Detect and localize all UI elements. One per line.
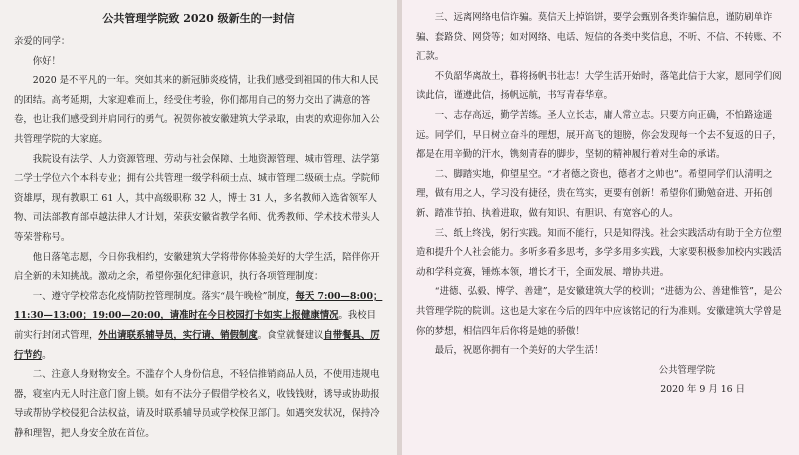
paragraph-discipline: 他日落笔志愿，今日你我相约，安徽建筑大学将带你体验美好的大学生活，陪伴你开启全新的未知挑战。激动之余，希望你强化纪律意识，执行各项管理制度：	[14, 251, 380, 283]
paragraph-intro: 2020 是不平凡的一年。突如其来的新冠肺炎疫情，让我们感受到祖国的伟大和人民的团结。高考延期，大家迎难而上，经受住考验，你们都用自己的努力交出了满意的答卷，也让我们感受到并肩同行的勇气。祝贺你被安徽建筑大学录取，由衷的欢迎你加入公共管理学院的大家庭。	[14, 75, 380, 145]
item-practice: 三、纸上终浅，躬行实践。知而不能行，只是知得浅。社会实践活动有助于全方位塑造和提升个人社会能力。多听多看多思考，多学多用多实践，大家要积极参加校内实践活动和学科竞赛，锤炼本领，增长才干，全面发展、增协共进。	[416, 227, 782, 278]
left-page	[0, 0, 397, 455]
item-epidemic-text-c: 。我校目前实行封闭式管理，	[14, 310, 376, 341]
item-epidemic-highlight-dining: 自带餐具、厉行节约	[14, 329, 380, 361]
item-personal-safety: 二、注意人身财物安全。不滥存个人身份信息，不轻信推销商品人员，不使用违规电器，寝室内无人时注意门窗上锁。如有不法分子假借学校名义，收钱钱财，诱导或协助报导或帮协学校侵犯合法权益，请及时联系辅导员或学校保卫部门。如遇突发状况，保持冷静和理智，把人身安全放在首位。	[14, 369, 380, 439]
item-grounded: 二、脚踏实地，仰望星空。“才者德之资也，德者才之帅也”。希望同学们认清明之理，做有用之人，学习没有捷径，贵在笃实，更要有创新！希望你们勤勉奋进、开拓创新、踏准节拍、执着进取，做有知识、有胆识、有宽容心的人。	[416, 168, 773, 219]
item-epidemic-highlight-leave: 外出请联系辅导员，实行请、销假制度	[98, 329, 258, 341]
signature: 公共管理学院	[658, 364, 715, 376]
paragraph-motto-school: “进德、弘毅、博学、善建”，是安徽建筑大学的校训；“进德为公、善建惟管”，是公共管理学院的院训。这也是大家在今后的四年中应该铭记的行为准则。安徽建筑大学曾是你的梦想，相信四年后你将是她的骄傲！	[416, 286, 783, 337]
item-epidemic-text-g: 。	[42, 349, 52, 361]
greeting: 你好！	[32, 55, 61, 67]
right-page	[402, 0, 799, 455]
item-ambition: 一、志存高远，勤学苦练。圣人立长志，庸人常立志。只要方向正确，不怕路途遥远。同学们，早日树立奋斗的理想，展开高飞的翅膀，你会发现每一个去不复返的日子，都是在用辛勤的汗水，镌刻青春的脚步，坚韧的精神履行着对生命的承诺。	[416, 109, 782, 161]
closing-wish: 最后，祝愿你拥有一个美好的大学生活！	[434, 345, 604, 357]
item-epidemic-control	[14, 287, 383, 365]
item-fraud-warning: 三、远离网络电信诈骗。莫信天上掉馅饼，要学会甄别各类诈骗信息，谨防刷单诈骗、套路贷、网贷等；如对网络、电话、短信的各类中奖信息，不听、不信、不转账、不汇款。	[416, 12, 782, 63]
salutation: 亲爱的同学：	[14, 36, 71, 47]
letter-date: 2020 年 9 月 16 日	[660, 384, 745, 396]
item-epidemic-highlight-time: 每天 7:00—8:00；11:30—13:00；19:00—20:00，请准时在今日校园打卡如实上报健康情况	[14, 290, 383, 322]
paragraph-motto: 不负韶华离故土，暮将扬帆书壮志！大学生活开始时，落笔此信于大家，愿同学们阅读此信，谨遵此信，扬帆远航，书写青春华章。	[416, 70, 782, 102]
item-epidemic-text-a: 一、遵守学校常态化疫情防控管理制度。落实“晨午晚检”制度，	[32, 290, 296, 302]
paragraph-college: 我院设有法学、人力资源管理、劳动与社会保障、土地资源管理、城市管理、法学第二学士学位六个本科专业；拥有公共管理一级学科硕士点、城市管理二级硕士点。学院师资雄厚，现有教职工 61 人，其中高级职称 32 人，博士 31 人，多名教师入选省领军人物、司法部教育部卓越法律人才计划，荣获安徽省教学名师、优秀教师、学术技术带头人等荣誉称号。	[14, 153, 380, 243]
item-epidemic-text-e: 。食堂就餐建议	[257, 329, 324, 341]
letter-title: 公共管理学院致 2020 级新生的一封信	[102, 12, 295, 25]
